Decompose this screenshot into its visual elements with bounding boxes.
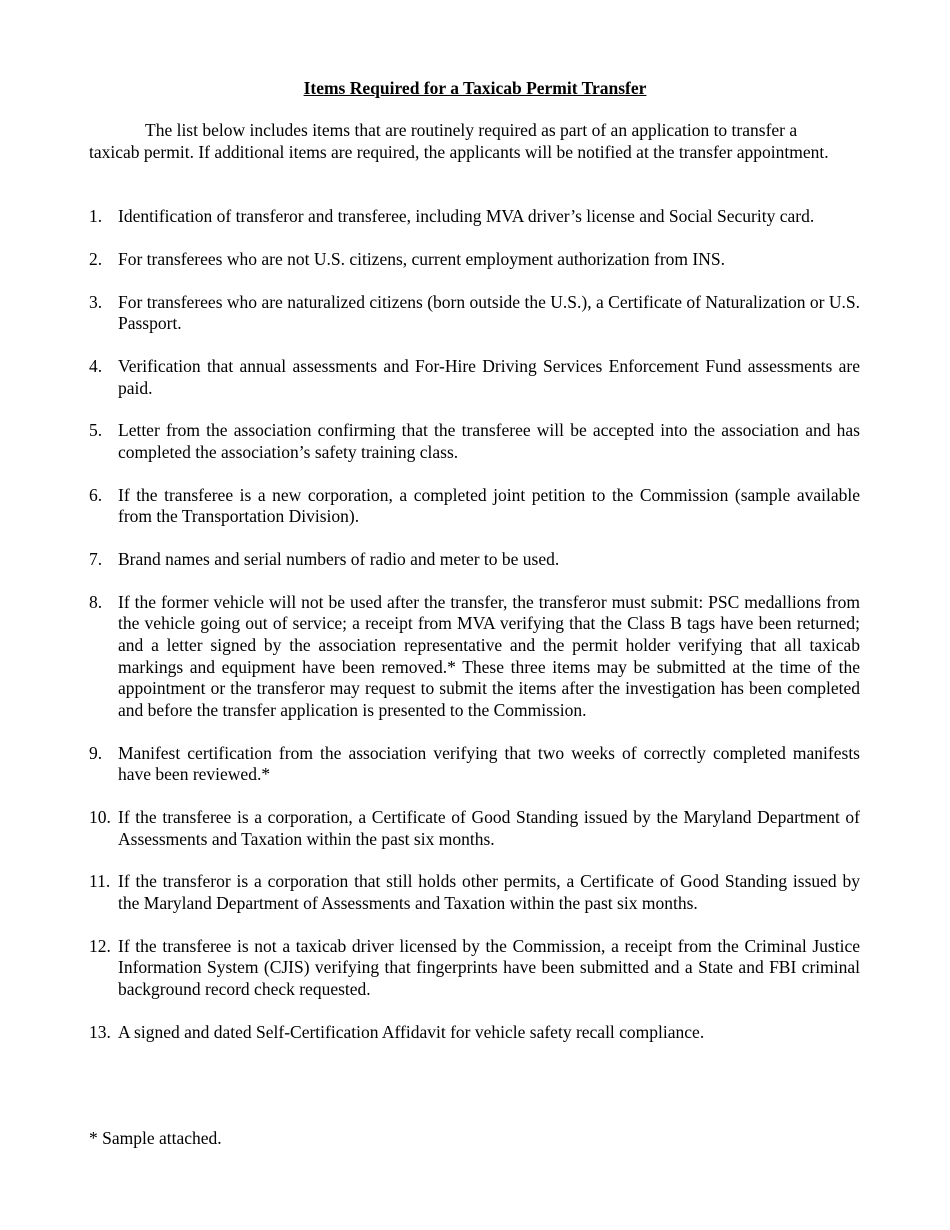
list-item-number: 11. (89, 871, 111, 892)
list-item-text: Verification that annual assessments and For-Hire Driving Services Enforcement Fund assessments are paid. (118, 355, 860, 398)
list-item-number: 3. (89, 291, 103, 312)
list-item-number: 2. (89, 248, 103, 269)
list-item-text: Letter from the association confirming that the transferee will be accepted into the association and has completed the association’s safety training class. (118, 420, 860, 462)
list-item-text: If the former vehicle will not be used after the transfer, the transferor must submit: PSC medallions from the vehicle going out of service; a receipt from MVA verifying that the Class B tags have been returned; and a letter signed by the association representative and the permit holder verifying that all taxicab markings and equipment have been removed.* These three items may be submitted at the time of the appointment or the transferor may request to submit the items after the investigation has been completed and before the transfer application is presented to the Commission. (118, 591, 860, 720)
list-item-number: 13. (89, 1021, 111, 1042)
list-item-number: 10. (89, 806, 111, 827)
list-item-number: 4. (89, 355, 103, 376)
list-item (89, 936, 860, 1001)
list-item-text: If the transferor is a corporation that still holds other permits, a Certificate of Good Standing issued by the Maryland Department of Assessments and Taxation within the past six months. (118, 871, 860, 913)
list-item (89, 1022, 860, 1044)
intro-paragraph: The list below includes items that are routinely required as part of an application to transfer a taxicab permit. If additional items are required, the applicants will be notified at the transfer appointment. (89, 120, 829, 162)
list-item-number: 9. (89, 742, 103, 763)
list-item (89, 206, 860, 228)
list-item (89, 485, 860, 528)
requirements-list (89, 206, 860, 1064)
list-item (89, 549, 860, 571)
list-item (89, 356, 860, 399)
list-item-text: If the transferee is not a taxicab driver licensed by the Commission, a receipt from the Criminal Justice Information System (CJIS) verifying that fingerprints have been submitted and a State and FBI criminal background record check requested. (118, 935, 860, 999)
list-item (89, 807, 860, 850)
list-item-text: For transferees who are naturalized citizens (born outside the U.S.), a Certificate of Naturalization or U.S. Passport. (118, 291, 860, 334)
list-item-text: For transferees who are not U.S. citizens, current employment authorization from INS. (118, 248, 725, 269)
list-item-text: A signed and dated Self-Certification Affidavit for vehicle safety recall compliance. (118, 1021, 705, 1042)
list-item-number: 1. (89, 206, 103, 226)
list-item-number: 12. (89, 935, 111, 956)
list-item-text: If the transferee is a new corporation, a completed joint petition to the Commission (sample available from the Transportation Division). (118, 484, 860, 527)
list-item-text: Manifest certification from the association verifying that two weeks of correctly completed manifests have been reviewed.* (118, 742, 860, 785)
list-item-text: Brand names and serial numbers of radio and meter to be used. (118, 549, 560, 570)
list-item-number: 5. (89, 420, 103, 441)
list-item (89, 249, 860, 271)
list-item-number: 6. (89, 484, 103, 505)
document-title: Items Required for a Taxicab Permit Transfer (303, 78, 647, 98)
list-item-number: 7. (89, 549, 103, 570)
list-item-number: 8. (89, 591, 103, 612)
list-item (89, 871, 860, 914)
list-item-text: If the transferee is a corporation, a Certificate of Good Standing issued by the Maryland Department of Assessments and Taxation within the past six months. (118, 806, 860, 849)
list-item (89, 592, 860, 722)
footnote: * Sample attached. (89, 1128, 222, 1148)
list-item (89, 743, 860, 786)
list-item (89, 292, 860, 335)
list-item (89, 420, 860, 463)
list-item-text: Identification of transferor and transferee, including MVA driver’s license and Social Security card. (118, 206, 815, 226)
